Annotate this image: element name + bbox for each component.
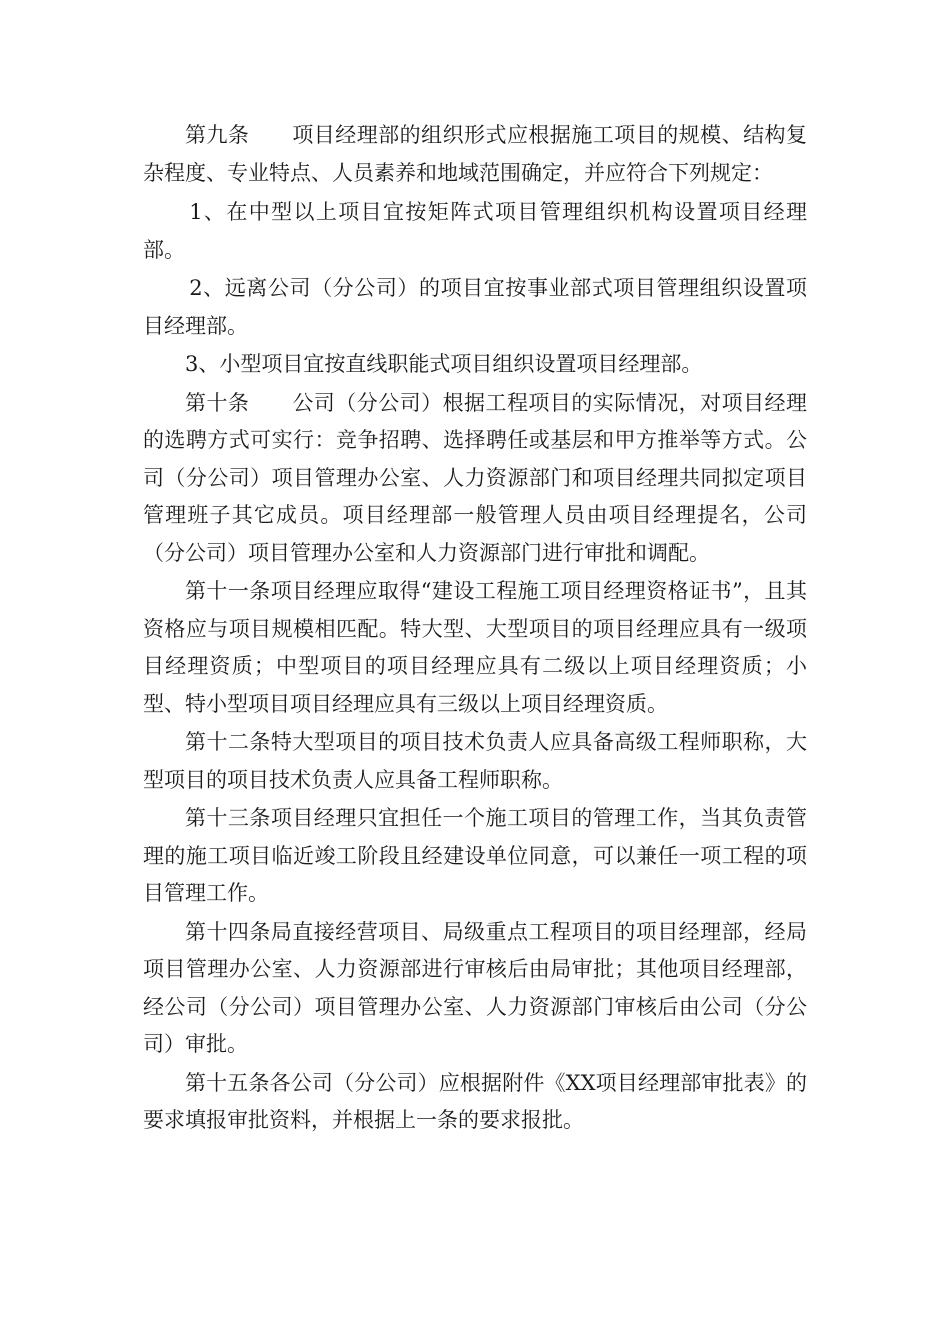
article-9-item-2: 2、远离公司（分公司）的项目宜按事业部式项目管理组织设置项目经理部。 — [143, 276, 807, 338]
article-11-paragraph: 第十一条项目经理应取得“建设工程施工项目经理资格证书”，且其资格应与项目规模相匹配。特大型、大型项目的项目经理应具有一级项目经理资质；中型项目的项目经理应具有二级以上项目经理资质；小型、特小型项目项目经理应具有三级以上项目经理资质。 — [143, 579, 807, 716]
article-13-paragraph: 第十三条项目经理只宜担任一个施工项目的管理工作，当其负责管理的施工项目临近竣工阶段且经建设单位同意，可以兼任一项工程的项目管理工作。 — [143, 806, 807, 905]
article-10-paragraph: 第十条 公司（分公司）根据工程项目的实际情况，对项目经理的选聘方式可实行：竞争招聘、选择聘任或基层和甲方推举等方式。公司（分公司）项目管理办公室、人力资源部门和项目经理共同拟定项目管理班子其它成员。项目经理部一般管理人员由项目经理提名，公司（分公司）项目管理办公室和人力资源部门进行审批和调配。 — [143, 390, 807, 565]
article-15-paragraph: 第十五条各公司（分公司）应根据附件《XX项目经理部审批表》的要求填报审批资料，并根据上一条的要求报批。 — [143, 1070, 807, 1132]
article-9-paragraph: 第九条 项目经理部的组织形式应根据施工项目的规模、结构复杂程度、专业特点、人员素养和地域范围确定，并应符合下列规定： — [143, 123, 807, 185]
document-body — [143, 117, 807, 1140]
article-14-paragraph: 第十四条局直接经营项目、局级重点工程项目的项目经理部，经局项目管理办公室、人力资源部进行审核后由局审批；其他项目经理部，经公司（分公司）项目管理办公室、人力资源部门审核后由公司（分公司）审批。 — [143, 919, 807, 1056]
article-9-item-1: 1、在中型以上项目宜按矩阵式项目管理组织机构设置项目经理部。 — [143, 200, 807, 262]
article-12-paragraph: 第十二条特大型项目的项目技术负责人应具备高级工程师职称，大型项目的项目技术负责人应具备工程师职称。 — [143, 730, 807, 792]
article-9-item-3: 3、小型项目宜按直线职能式项目组织设置项目经理部。 — [185, 352, 703, 376]
